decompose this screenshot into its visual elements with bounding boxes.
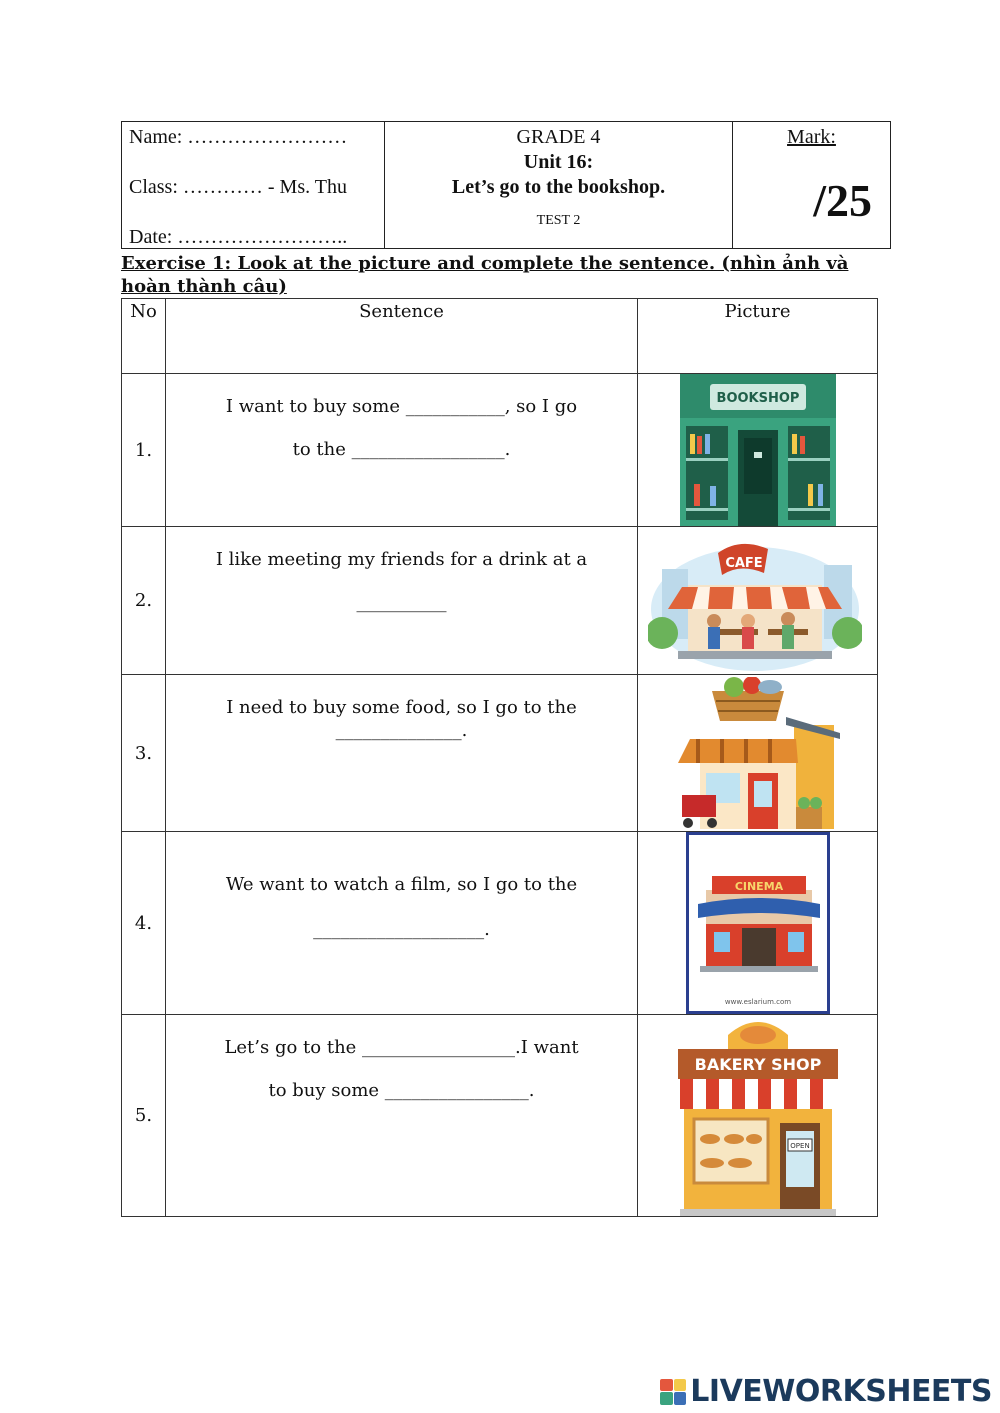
grade-label: GRADE 4	[516, 126, 601, 148]
logo-text: LIVEWORKSHEETS	[690, 1374, 992, 1409]
sentence-line: We want to watch a film, so I go to the	[225, 874, 578, 895]
test-label: TEST 2	[536, 213, 581, 228]
sentence-cell[interactable]	[166, 1015, 638, 1217]
picture-cell	[638, 675, 878, 832]
sentence-line: ___________________.	[313, 919, 490, 940]
header-picture: Picture	[638, 299, 878, 374]
bakery-open-sign: OPEN	[790, 1142, 810, 1150]
cinema-picture	[686, 832, 830, 1014]
header-no: No	[122, 299, 166, 374]
row-number: 4.	[122, 832, 166, 1015]
sentence-line: to the _________________.	[292, 439, 511, 460]
mark-label: Mark:	[787, 126, 836, 148]
sentence-line: ______________.	[335, 720, 468, 741]
row-number: 5.	[122, 1015, 166, 1217]
cinema-credit: www.eslarium.com	[724, 998, 792, 1006]
exercise-heading: Exercise 1: Look at the picture and complete the sentence. (nhìn ảnh và hoàn thành câu)	[121, 253, 849, 297]
bookshop-sign: BOOKSHOP	[716, 391, 800, 406]
bakery-sign: BAKERY SHOP	[694, 1055, 822, 1074]
picture-cell	[638, 527, 878, 675]
sentence-line: Let’s go to the _________________.I want	[224, 1037, 579, 1058]
unit-title: Let’s go to the bookshop.	[451, 176, 666, 198]
row-number: 2.	[122, 527, 166, 675]
picture-cell	[638, 1015, 878, 1217]
exercise-table	[121, 298, 878, 1217]
name-line[interactable]: Name: ……………………	[129, 126, 348, 148]
unit-label: Unit 16:	[523, 151, 594, 173]
sentence-line: __________	[356, 592, 447, 613]
table-row	[122, 832, 878, 1015]
table-header-row	[122, 299, 878, 374]
sentence-cell[interactable]	[166, 374, 638, 527]
sentence-cell[interactable]	[166, 527, 638, 675]
sentence-line: to buy some ________________.	[268, 1080, 535, 1101]
bakery-picture	[678, 1015, 838, 1217]
table-row	[122, 527, 878, 675]
class-line[interactable]: Class: ………… - Ms. Thu	[129, 176, 347, 198]
picture-cell	[638, 832, 878, 1015]
cafe-picture	[648, 529, 862, 673]
student-info-cell	[122, 122, 385, 248]
header-sentence: Sentence	[166, 299, 638, 374]
logo-mark-icon	[660, 1379, 686, 1405]
cafe-sign: CAFE	[725, 556, 763, 571]
sentence-line: I want to buy some ___________, so I go	[225, 396, 578, 417]
table-row	[122, 675, 878, 832]
test-title-cell	[385, 122, 733, 248]
row-number: 3.	[122, 675, 166, 832]
sentence-cell[interactable]	[166, 675, 638, 832]
sentence-cell[interactable]	[166, 832, 638, 1015]
mark-total: /25	[813, 175, 872, 226]
row-number: 1.	[122, 374, 166, 527]
table-row	[122, 374, 878, 527]
sentence-line: I need to buy some food, so I go to the	[226, 697, 577, 718]
liveworksheets-logo[interactable]	[660, 1374, 992, 1409]
mark-cell	[733, 122, 890, 248]
cinema-sign: CINEMA	[734, 880, 784, 893]
header-box	[121, 121, 891, 249]
supermarket-picture	[676, 677, 840, 831]
date-line[interactable]: Date: ……………………..	[129, 226, 348, 248]
picture-cell	[638, 374, 878, 527]
sentence-line: I like meeting my friends for a drink at a	[215, 549, 588, 570]
bookshop-picture	[680, 374, 836, 526]
table-row	[122, 1015, 878, 1217]
